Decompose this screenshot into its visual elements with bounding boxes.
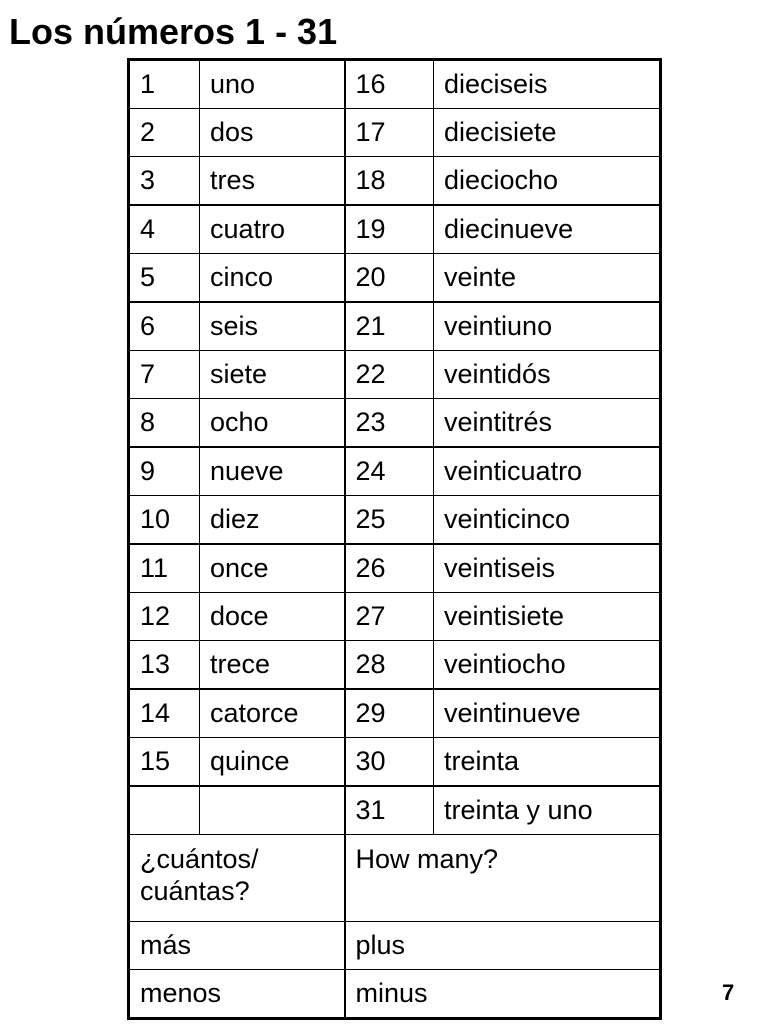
number-cell: 10 [129, 496, 200, 545]
number-cell: 26 [345, 544, 434, 593]
word-cell: veintitrés [434, 399, 661, 448]
table-row [129, 205, 661, 254]
number-cell: 6 [129, 302, 200, 351]
empty-cell [129, 786, 200, 835]
number-cell: 24 [345, 447, 434, 496]
table-row [129, 254, 661, 303]
vocab-spanish: menos [129, 970, 345, 1019]
number-cell: 9 [129, 447, 200, 496]
vocab-english: minus [345, 970, 661, 1019]
page-title: Los números 1 - 31 [9, 11, 338, 52]
word-cell: uno [200, 60, 345, 109]
word-cell: doce [200, 593, 345, 641]
table-row [129, 351, 661, 399]
word-cell: tres [200, 157, 345, 206]
number-cell: 14 [129, 689, 200, 738]
word-cell: trece [200, 641, 345, 690]
number-cell: 17 [345, 109, 434, 157]
word-cell: diez [200, 496, 345, 545]
number-cell: 22 [345, 351, 434, 399]
number-cell: 29 [345, 689, 434, 738]
vocab-spanish: ¿cuántos/ cuántas? [129, 835, 345, 922]
table-row [129, 157, 661, 206]
table-row [129, 544, 661, 593]
number-cell: 18 [345, 157, 434, 206]
word-cell: ocho [200, 399, 345, 448]
table-row [129, 641, 661, 690]
word-cell: catorce [200, 689, 345, 738]
number-cell: 8 [129, 399, 200, 448]
vocab-row [129, 835, 661, 922]
number-cell: 11 [129, 544, 200, 593]
vocab-row [129, 922, 661, 970]
word-cell: veintiocho [434, 641, 661, 690]
number-cell: 13 [129, 641, 200, 690]
vocab-row [129, 970, 661, 1019]
word-cell: veintiseis [434, 544, 661, 593]
word-cell: diecisiete [434, 109, 661, 157]
table-row [129, 786, 661, 835]
word-cell: veinte [434, 254, 661, 303]
number-cell: 2 [129, 109, 200, 157]
number-cell: 21 [345, 302, 434, 351]
word-cell: veinticinco [434, 496, 661, 545]
word-cell: veintiuno [434, 302, 661, 351]
number-cell: 31 [345, 786, 434, 835]
table-row [129, 689, 661, 738]
word-cell: once [200, 544, 345, 593]
number-cell: 23 [345, 399, 434, 448]
number-cell: 28 [345, 641, 434, 690]
vocab-english: How many? [345, 835, 661, 922]
word-cell: diecinueve [434, 205, 661, 254]
word-cell: nueve [200, 447, 345, 496]
number-cell: 5 [129, 254, 200, 303]
table-row [129, 738, 661, 787]
table-row [129, 447, 661, 496]
word-cell: seis [200, 302, 345, 351]
table-row [129, 109, 661, 157]
empty-cell [200, 786, 345, 835]
number-cell: 4 [129, 205, 200, 254]
numbers-table [127, 58, 662, 1020]
number-cell: 19 [345, 205, 434, 254]
word-cell: veintidós [434, 351, 661, 399]
vocab-spanish: más [129, 922, 345, 970]
word-cell: dos [200, 109, 345, 157]
word-cell: veintisiete [434, 593, 661, 641]
number-cell: 12 [129, 593, 200, 641]
number-cell: 15 [129, 738, 200, 787]
number-cell: 16 [345, 60, 434, 109]
word-cell: quince [200, 738, 345, 787]
vocab-english: plus [345, 922, 661, 970]
number-cell: 7 [129, 351, 200, 399]
word-cell: treinta [434, 738, 661, 787]
word-cell: dieciseis [434, 60, 661, 109]
word-cell: dieciocho [434, 157, 661, 206]
table-row [129, 399, 661, 448]
number-cell: 30 [345, 738, 434, 787]
word-cell: cuatro [200, 205, 345, 254]
table-row [129, 60, 661, 109]
number-cell: 3 [129, 157, 200, 206]
word-cell: treinta y uno [434, 786, 661, 835]
number-cell: 1 [129, 60, 200, 109]
table-row [129, 496, 661, 545]
word-cell: siete [200, 351, 345, 399]
word-cell: cinco [200, 254, 345, 303]
number-cell: 20 [345, 254, 434, 303]
number-cell: 27 [345, 593, 434, 641]
word-cell: veinticuatro [434, 447, 661, 496]
table-row [129, 593, 661, 641]
page-number: 7 [722, 980, 735, 1005]
table-row [129, 302, 661, 351]
number-cell: 25 [345, 496, 434, 545]
word-cell: veintinueve [434, 689, 661, 738]
